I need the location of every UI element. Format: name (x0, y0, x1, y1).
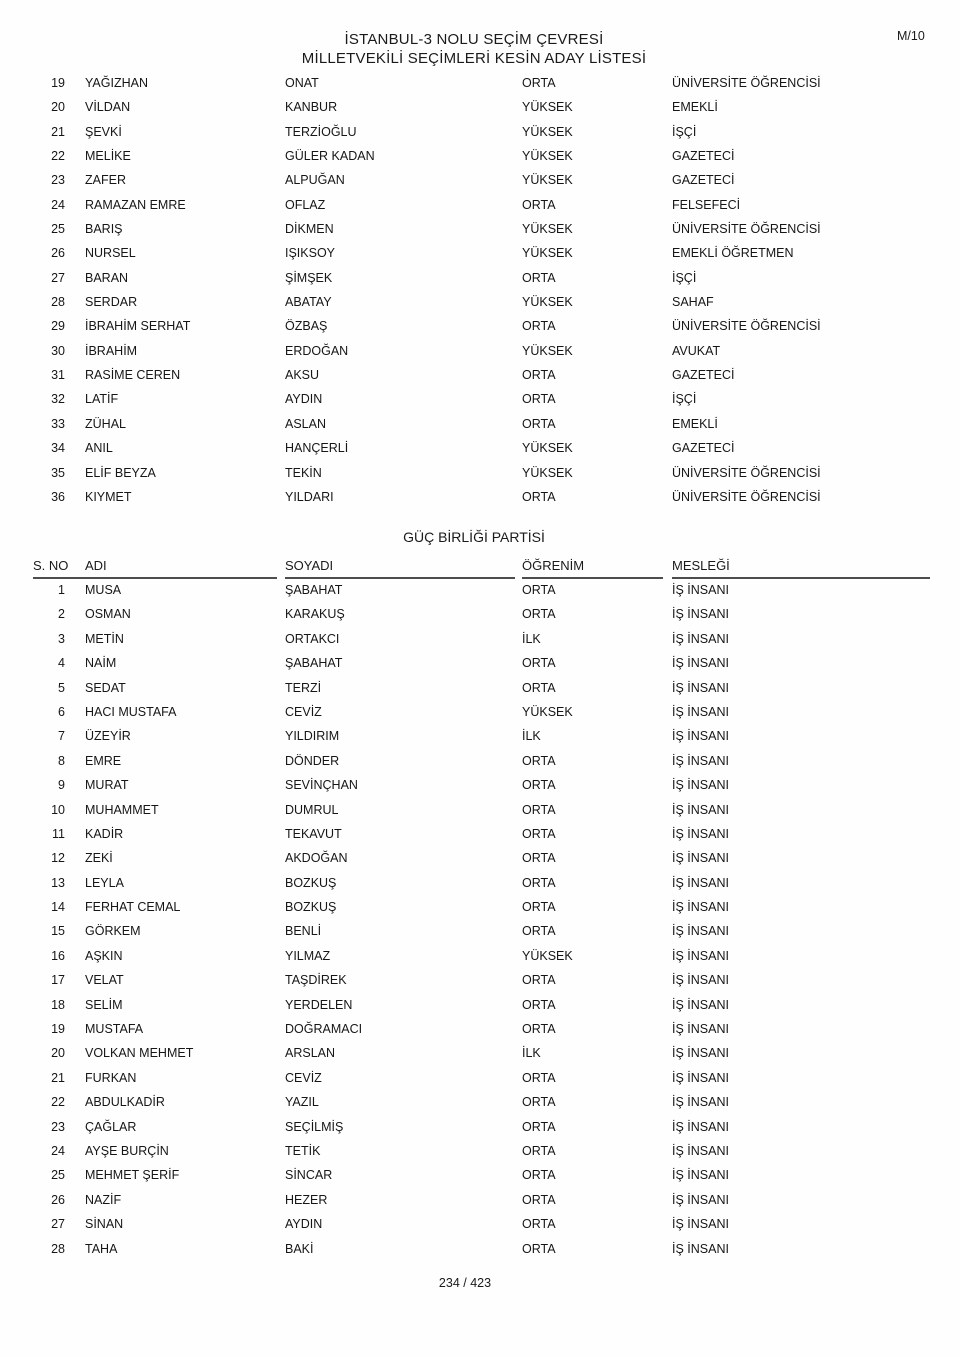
candidate-first-name: LATİF (85, 392, 119, 407)
candidate-number: 9 (58, 778, 65, 793)
candidate-row (0, 418, 960, 442)
candidate-first-name: ÇAĞLAR (85, 1119, 137, 1134)
candidate-last-name: DÖNDER (285, 753, 340, 768)
candidate-occupation: FELSEFECİ (672, 197, 741, 212)
candidate-number: 6 (58, 704, 65, 719)
candidate-number: 13 (51, 875, 65, 890)
candidate-row (0, 223, 960, 247)
candidate-occupation: ÜNİVERSİTE ÖĞRENCİSİ (672, 76, 821, 90)
candidate-last-name: KARAKUŞ (285, 607, 345, 622)
candidate-number: 20 (51, 1046, 65, 1061)
candidate-number: 25 (51, 222, 65, 237)
candidate-number: 14 (51, 900, 65, 915)
candidate-education: ORTA (522, 753, 556, 768)
candidate-number: 15 (51, 924, 65, 939)
candidate-first-name: NAİM (85, 656, 117, 671)
candidate-first-name: MUSTAFA (85, 1022, 144, 1037)
candidate-row (0, 1047, 960, 1071)
candidate-last-name: BAKİ (285, 1241, 314, 1256)
header-underline (285, 577, 515, 579)
page-code: M/10 (897, 29, 925, 43)
candidate-number: 8 (58, 753, 65, 768)
candidate-occupation: İŞ İNSANI (672, 753, 729, 768)
candidate-education: ORTA (522, 680, 556, 695)
candidate-occupation: İŞÇİ (672, 392, 697, 407)
candidate-first-name: TAHA (85, 1241, 118, 1256)
candidate-last-name: DUMRUL (285, 802, 339, 817)
candidate-first-name: SERDAR (85, 295, 138, 310)
candidate-first-name: MUHAMMET (85, 802, 159, 817)
candidate-number: 19 (51, 1022, 65, 1037)
candidate-first-name: ZÜHAL (85, 416, 126, 431)
candidate-education: ORTA (522, 1095, 556, 1110)
candidate-occupation: İŞ İNSANI (672, 729, 729, 744)
candidate-last-name: HANÇERLİ (285, 441, 349, 456)
candidate-row (0, 633, 960, 657)
candidate-first-name: SELİM (85, 997, 123, 1012)
candidate-education: ORTA (522, 997, 556, 1012)
candidate-last-name: BENLİ (285, 924, 322, 939)
candidate-occupation: İŞ İNSANI (672, 1241, 729, 1256)
candidate-education: ORTA (522, 656, 556, 671)
candidate-education: YÜKSEK (522, 173, 573, 188)
candidate-number: 11 (52, 826, 65, 841)
candidate-last-name: ARSLAN (285, 1046, 336, 1061)
candidate-education: ORTA (522, 924, 556, 939)
candidate-first-name: YAĞIZHAN (85, 76, 148, 90)
column-header-ogrenim: ÖĞRENİM (522, 558, 585, 573)
candidate-number: 1 (58, 583, 65, 597)
candidate-education: ORTA (522, 802, 556, 817)
candidate-row (0, 1243, 960, 1267)
continued-candidate-table (0, 77, 960, 515)
candidate-last-name: ABATAY (285, 295, 332, 310)
candidate-education: ORTA (522, 900, 556, 915)
candidate-occupation: İŞ İNSANI (672, 656, 729, 671)
candidate-occupation: AVUKAT (672, 343, 721, 358)
candidate-last-name: ASLAN (285, 416, 326, 431)
candidate-first-name: FERHAT CEMAL (85, 900, 181, 915)
candidate-education: ORTA (522, 1070, 556, 1085)
candidate-first-name: MELİKE (85, 149, 131, 164)
candidate-first-name: ZAFER (85, 173, 126, 188)
candidate-occupation: İŞ İNSANI (672, 1070, 729, 1085)
candidate-number: 16 (51, 948, 65, 963)
candidate-last-name: YILMAZ (285, 948, 331, 963)
candidate-number: 24 (51, 197, 65, 212)
candidate-row (0, 1218, 960, 1242)
candidate-first-name: AŞKIN (85, 948, 123, 963)
candidate-number: 18 (51, 997, 65, 1012)
candidate-row (0, 101, 960, 125)
candidate-education: ORTA (522, 1168, 556, 1183)
candidate-number: 26 (51, 246, 65, 261)
column-header-soyadi: SOYADI (285, 558, 334, 573)
candidate-education: ORTA (522, 1022, 556, 1037)
candidate-row (0, 682, 960, 706)
candidate-education: ORTA (522, 319, 556, 334)
candidate-row (0, 150, 960, 174)
candidate-education: İLK (522, 631, 541, 646)
candidate-row (0, 320, 960, 344)
candidate-number: 19 (51, 76, 65, 90)
candidate-education: YÜKSEK (522, 704, 573, 719)
candidate-row (0, 730, 960, 754)
candidate-education: ORTA (522, 607, 556, 622)
candidate-number: 23 (51, 173, 65, 188)
candidate-first-name: AYŞE BURÇİN (85, 1143, 169, 1158)
header-underline (33, 577, 277, 579)
candidate-education: YÜKSEK (522, 100, 573, 115)
candidate-row (0, 1072, 960, 1096)
candidate-last-name: CEVİZ (285, 704, 322, 719)
candidate-number: 29 (51, 319, 65, 334)
candidate-number: 17 (51, 973, 65, 988)
candidate-first-name: BARAN (85, 270, 129, 285)
candidate-row (0, 77, 960, 101)
candidate-row (0, 584, 960, 608)
candidate-last-name: TETİK (285, 1143, 321, 1158)
candidate-occupation: İŞ İNSANI (672, 778, 729, 793)
candidate-first-name: NURSEL (85, 246, 136, 261)
candidate-row (0, 852, 960, 876)
candidate-row (0, 296, 960, 320)
candidate-number: 20 (51, 100, 65, 115)
candidate-education: ORTA (522, 1143, 556, 1158)
candidate-first-name: MURAT (85, 778, 129, 793)
candidate-education: YÜKSEK (522, 149, 573, 164)
candidate-first-name: OSMAN (85, 607, 131, 622)
candidate-last-name: YILDARI (285, 489, 334, 504)
candidate-education: ORTA (522, 1192, 556, 1207)
candidate-occupation: İŞ İNSANI (672, 583, 729, 597)
candidate-last-name: DİKMEN (285, 222, 334, 237)
candidate-row (0, 491, 960, 515)
candidate-last-name: AYDIN (285, 392, 323, 407)
party-name: GÜÇ BİRLİĞİ PARTİSİ (403, 529, 545, 545)
candidate-last-name: HEZER (285, 1192, 328, 1207)
candidate-occupation: EMEKLİ (672, 416, 718, 431)
candidate-occupation: İŞ İNSANI (672, 851, 729, 866)
candidate-last-name: SEÇİLMİŞ (285, 1119, 344, 1134)
document-title-line-2: MİLLETVEKİLİ SEÇİMLERİ KESİN ADAY LİSTESİ (301, 50, 647, 67)
candidate-education: İLK (522, 729, 541, 744)
candidate-last-name: SİNCAR (285, 1168, 333, 1183)
candidate-education: İLK (522, 1046, 541, 1061)
candidate-occupation: İŞ İNSANI (672, 680, 729, 695)
candidate-number: 33 (51, 416, 65, 431)
candidate-education: ORTA (522, 1241, 556, 1256)
candidate-occupation: İŞ İNSANI (672, 900, 729, 915)
candidate-last-name: YERDELEN (285, 997, 353, 1012)
candidate-number: 32 (51, 392, 65, 407)
candidate-occupation: GAZETECİ (672, 441, 735, 456)
document-title-line-1: İSTANBUL-3 NOLU SEÇİM ÇEVRESİ (344, 31, 604, 48)
candidate-first-name: İBRAHİM SERHAT (85, 319, 191, 334)
candidate-first-name: GÖRKEM (85, 924, 141, 939)
candidate-number: 36 (51, 489, 65, 504)
candidate-row (0, 608, 960, 632)
candidate-row (0, 126, 960, 150)
candidate-occupation: GAZETECİ (672, 173, 735, 188)
candidate-number: 35 (51, 465, 65, 480)
candidate-occupation: İŞ İNSANI (672, 1095, 729, 1110)
candidate-education: YÜKSEK (522, 343, 573, 358)
candidate-education: ORTA (522, 851, 556, 866)
candidate-education: ORTA (522, 826, 556, 841)
candidate-number: 27 (51, 1217, 65, 1232)
candidate-education: ORTA (522, 489, 556, 504)
candidate-occupation: ÜNİVERSİTE ÖĞRENCİSİ (672, 489, 821, 504)
candidate-number: 28 (51, 1241, 65, 1256)
candidate-number: 3 (58, 631, 65, 646)
candidate-occupation: EMEKLİ (672, 100, 718, 115)
candidate-first-name: VİLDAN (85, 100, 131, 115)
candidate-occupation: GAZETECİ (672, 149, 735, 164)
candidate-last-name: TEKAVUT (285, 826, 342, 841)
candidate-row (0, 442, 960, 466)
candidate-occupation: İŞ İNSANI (672, 631, 729, 646)
candidate-row (0, 247, 960, 271)
candidate-occupation: İŞ İNSANI (672, 924, 729, 939)
candidate-occupation: İŞ İNSANI (672, 802, 729, 817)
candidate-first-name: MEHMET ŞERİF (85, 1168, 180, 1183)
candidate-occupation: İŞ İNSANI (672, 1143, 729, 1158)
candidate-first-name: SİNAN (85, 1217, 124, 1232)
candidate-last-name: IŞIKSOY (285, 246, 336, 261)
candidate-education: ORTA (522, 1119, 556, 1134)
candidate-occupation: İŞÇİ (672, 124, 697, 139)
candidate-last-name: TAŞDİREK (285, 973, 347, 988)
candidate-first-name: ŞEVKİ (85, 124, 122, 139)
candidate-row (0, 1121, 960, 1145)
candidate-last-name: BOZKUŞ (285, 900, 337, 915)
candidate-first-name: LEYLA (85, 875, 124, 890)
candidate-first-name: SEDAT (85, 680, 126, 695)
candidate-last-name: AKSU (285, 368, 320, 383)
candidate-number: 34 (51, 441, 65, 456)
candidate-first-name: VOLKAN MEHMET (85, 1046, 194, 1061)
candidate-row (0, 974, 960, 998)
candidate-first-name: ANIL (85, 441, 113, 456)
candidate-last-name: TERZİ (285, 680, 322, 695)
candidate-education: YÜKSEK (522, 441, 573, 456)
candidate-row (0, 901, 960, 925)
candidate-last-name: DOĞRAMACI (285, 1022, 363, 1037)
candidate-number: 26 (51, 1192, 65, 1207)
candidate-number: 24 (51, 1143, 65, 1158)
candidate-number: 28 (51, 295, 65, 310)
candidate-education: ORTA (522, 368, 556, 383)
candidate-occupation: İŞ İNSANI (672, 1046, 729, 1061)
candidate-education: YÜKSEK (522, 948, 573, 963)
candidate-occupation: İŞ İNSANI (672, 1192, 729, 1207)
candidate-occupation: İŞ İNSANI (672, 1119, 729, 1134)
candidate-row (0, 877, 960, 901)
candidate-number: 21 (51, 124, 65, 139)
candidate-number: 21 (51, 1070, 65, 1085)
candidate-first-name: KADİR (85, 826, 124, 841)
candidate-occupation: İŞ İNSANI (672, 875, 729, 890)
header-underline (522, 577, 663, 579)
candidate-first-name: VELAT (85, 973, 124, 988)
candidate-education: ORTA (522, 392, 556, 407)
candidate-row (0, 345, 960, 369)
candidate-last-name: SEVİNÇHAN (285, 778, 358, 793)
candidate-first-name: METİN (85, 631, 124, 646)
candidate-education: ORTA (522, 197, 556, 212)
candidate-first-name: İBRAHİM (85, 343, 138, 358)
candidate-number: 4 (58, 656, 65, 671)
candidate-number: 2 (58, 607, 65, 622)
candidate-row (0, 779, 960, 803)
candidate-last-name: BOZKUŞ (285, 875, 337, 890)
candidate-row (0, 999, 960, 1023)
candidate-row (0, 199, 960, 223)
candidate-last-name: AKDOĞAN (285, 851, 348, 866)
candidate-occupation: SAHAF (672, 295, 714, 310)
candidate-row (0, 369, 960, 393)
candidate-first-name: EMRE (85, 753, 122, 768)
candidate-occupation: İŞ İNSANI (672, 704, 729, 719)
candidate-occupation: İŞ İNSANI (672, 826, 729, 841)
candidate-number: 22 (51, 149, 65, 164)
candidate-education: ORTA (522, 1217, 556, 1232)
candidate-number: 7 (58, 729, 65, 744)
candidate-row (0, 1169, 960, 1193)
candidate-row (0, 467, 960, 491)
candidate-education: YÜKSEK (522, 222, 573, 237)
candidate-education: ORTA (522, 875, 556, 890)
candidate-row (0, 755, 960, 779)
candidate-number: 23 (51, 1119, 65, 1134)
candidate-row (0, 925, 960, 949)
candidate-last-name: TEKİN (285, 465, 322, 480)
candidate-education: YÜKSEK (522, 465, 573, 480)
header-underline (672, 577, 930, 579)
candidate-last-name: KANBUR (285, 100, 338, 115)
candidate-occupation: EMEKLİ ÖĞRETMEN (672, 246, 794, 261)
candidate-row (0, 1194, 960, 1218)
candidate-row (0, 1023, 960, 1047)
column-header-sno: S. NO (33, 558, 69, 573)
candidate-first-name: NAZİF (85, 1192, 122, 1207)
candidate-first-name: KIYMET (85, 489, 132, 504)
candidate-first-name: ELİF BEYZA (85, 465, 156, 480)
candidate-row (0, 174, 960, 198)
candidate-row (0, 1145, 960, 1169)
candidate-first-name: ÜZEYİR (85, 729, 131, 744)
candidate-first-name: FURKAN (85, 1070, 137, 1085)
candidate-first-name: RASİME CEREN (85, 368, 181, 383)
candidate-row (0, 950, 960, 974)
candidate-last-name: GÜLER KADAN (285, 149, 375, 164)
candidate-last-name: ÖZBAŞ (285, 319, 328, 334)
candidate-occupation: İŞ İNSANI (672, 607, 729, 622)
candidate-last-name: ŞİMŞEK (285, 270, 333, 285)
candidate-occupation: İŞ İNSANI (672, 1022, 729, 1037)
candidate-occupation: İŞ İNSANI (672, 1168, 729, 1183)
candidate-education: ORTA (522, 270, 556, 285)
candidate-occupation: İŞ İNSANI (672, 1217, 729, 1232)
candidate-row (0, 393, 960, 417)
candidate-last-name: ORTAKCI (285, 631, 340, 646)
candidate-first-name: MUSA (85, 583, 122, 597)
page-number: 234 / 423 (438, 1276, 492, 1290)
candidate-first-name: RAMAZAN EMRE (85, 197, 186, 212)
candidate-last-name: ALPUĞAN (285, 173, 345, 188)
candidate-education: YÜKSEK (522, 246, 573, 261)
candidate-row (0, 272, 960, 296)
candidate-education: ORTA (522, 76, 556, 90)
candidate-row (0, 706, 960, 730)
candidate-first-name: BARIŞ (85, 222, 123, 237)
candidate-occupation: İŞÇİ (672, 270, 697, 285)
candidate-last-name: YAZIL (285, 1095, 319, 1110)
candidate-number: 22 (51, 1095, 65, 1110)
candidate-last-name: CEVİZ (285, 1070, 322, 1085)
candidate-first-name: ABDULKADİR (85, 1095, 165, 1110)
candidate-education: ORTA (522, 583, 556, 597)
candidate-occupation: ÜNİVERSİTE ÖĞRENCİSİ (672, 465, 821, 480)
candidate-last-name: ŞABAHAT (285, 656, 343, 671)
candidate-row (0, 1096, 960, 1120)
candidate-last-name: YILDIRIM (285, 729, 340, 744)
candidate-occupation: ÜNİVERSİTE ÖĞRENCİSİ (672, 319, 821, 334)
candidate-row (0, 804, 960, 828)
candidate-occupation: İŞ İNSANI (672, 973, 729, 988)
candidate-first-name: ZEKİ (85, 851, 113, 866)
candidate-number: 27 (51, 270, 65, 285)
column-header-adi: ADI (85, 558, 107, 573)
candidate-number: 5 (58, 680, 65, 695)
candidate-table-header (0, 558, 960, 582)
candidate-number: 10 (51, 802, 65, 817)
candidate-row (0, 828, 960, 852)
candidate-last-name: TERZİOĞLU (285, 124, 357, 139)
candidate-number: 25 (51, 1168, 65, 1183)
candidate-number: 31 (51, 368, 65, 383)
candidate-first-name: HACI MUSTAFA (85, 704, 177, 719)
candidate-last-name: ŞABAHAT (285, 583, 343, 597)
candidate-occupation: İŞ İNSANI (672, 997, 729, 1012)
candidate-occupation: ÜNİVERSİTE ÖĞRENCİSİ (672, 222, 821, 237)
candidate-row (0, 657, 960, 681)
party-candidate-table (0, 584, 960, 1267)
column-header-meslegi: MESLEĞİ (672, 558, 730, 573)
candidate-last-name: ERDOĞAN (285, 343, 349, 358)
candidate-education: YÜKSEK (522, 295, 573, 310)
candidate-education: YÜKSEK (522, 124, 573, 139)
candidate-number: 12 (51, 851, 65, 866)
candidate-last-name: ONAT (285, 76, 319, 90)
candidate-occupation: GAZETECİ (672, 368, 735, 383)
candidate-number: 30 (51, 343, 65, 358)
candidate-education: ORTA (522, 778, 556, 793)
candidate-occupation: İŞ İNSANI (672, 948, 729, 963)
candidate-last-name: AYDIN (285, 1217, 323, 1232)
candidate-education: ORTA (522, 973, 556, 988)
candidate-education: ORTA (522, 416, 556, 431)
candidate-last-name: OFLAZ (285, 197, 326, 212)
